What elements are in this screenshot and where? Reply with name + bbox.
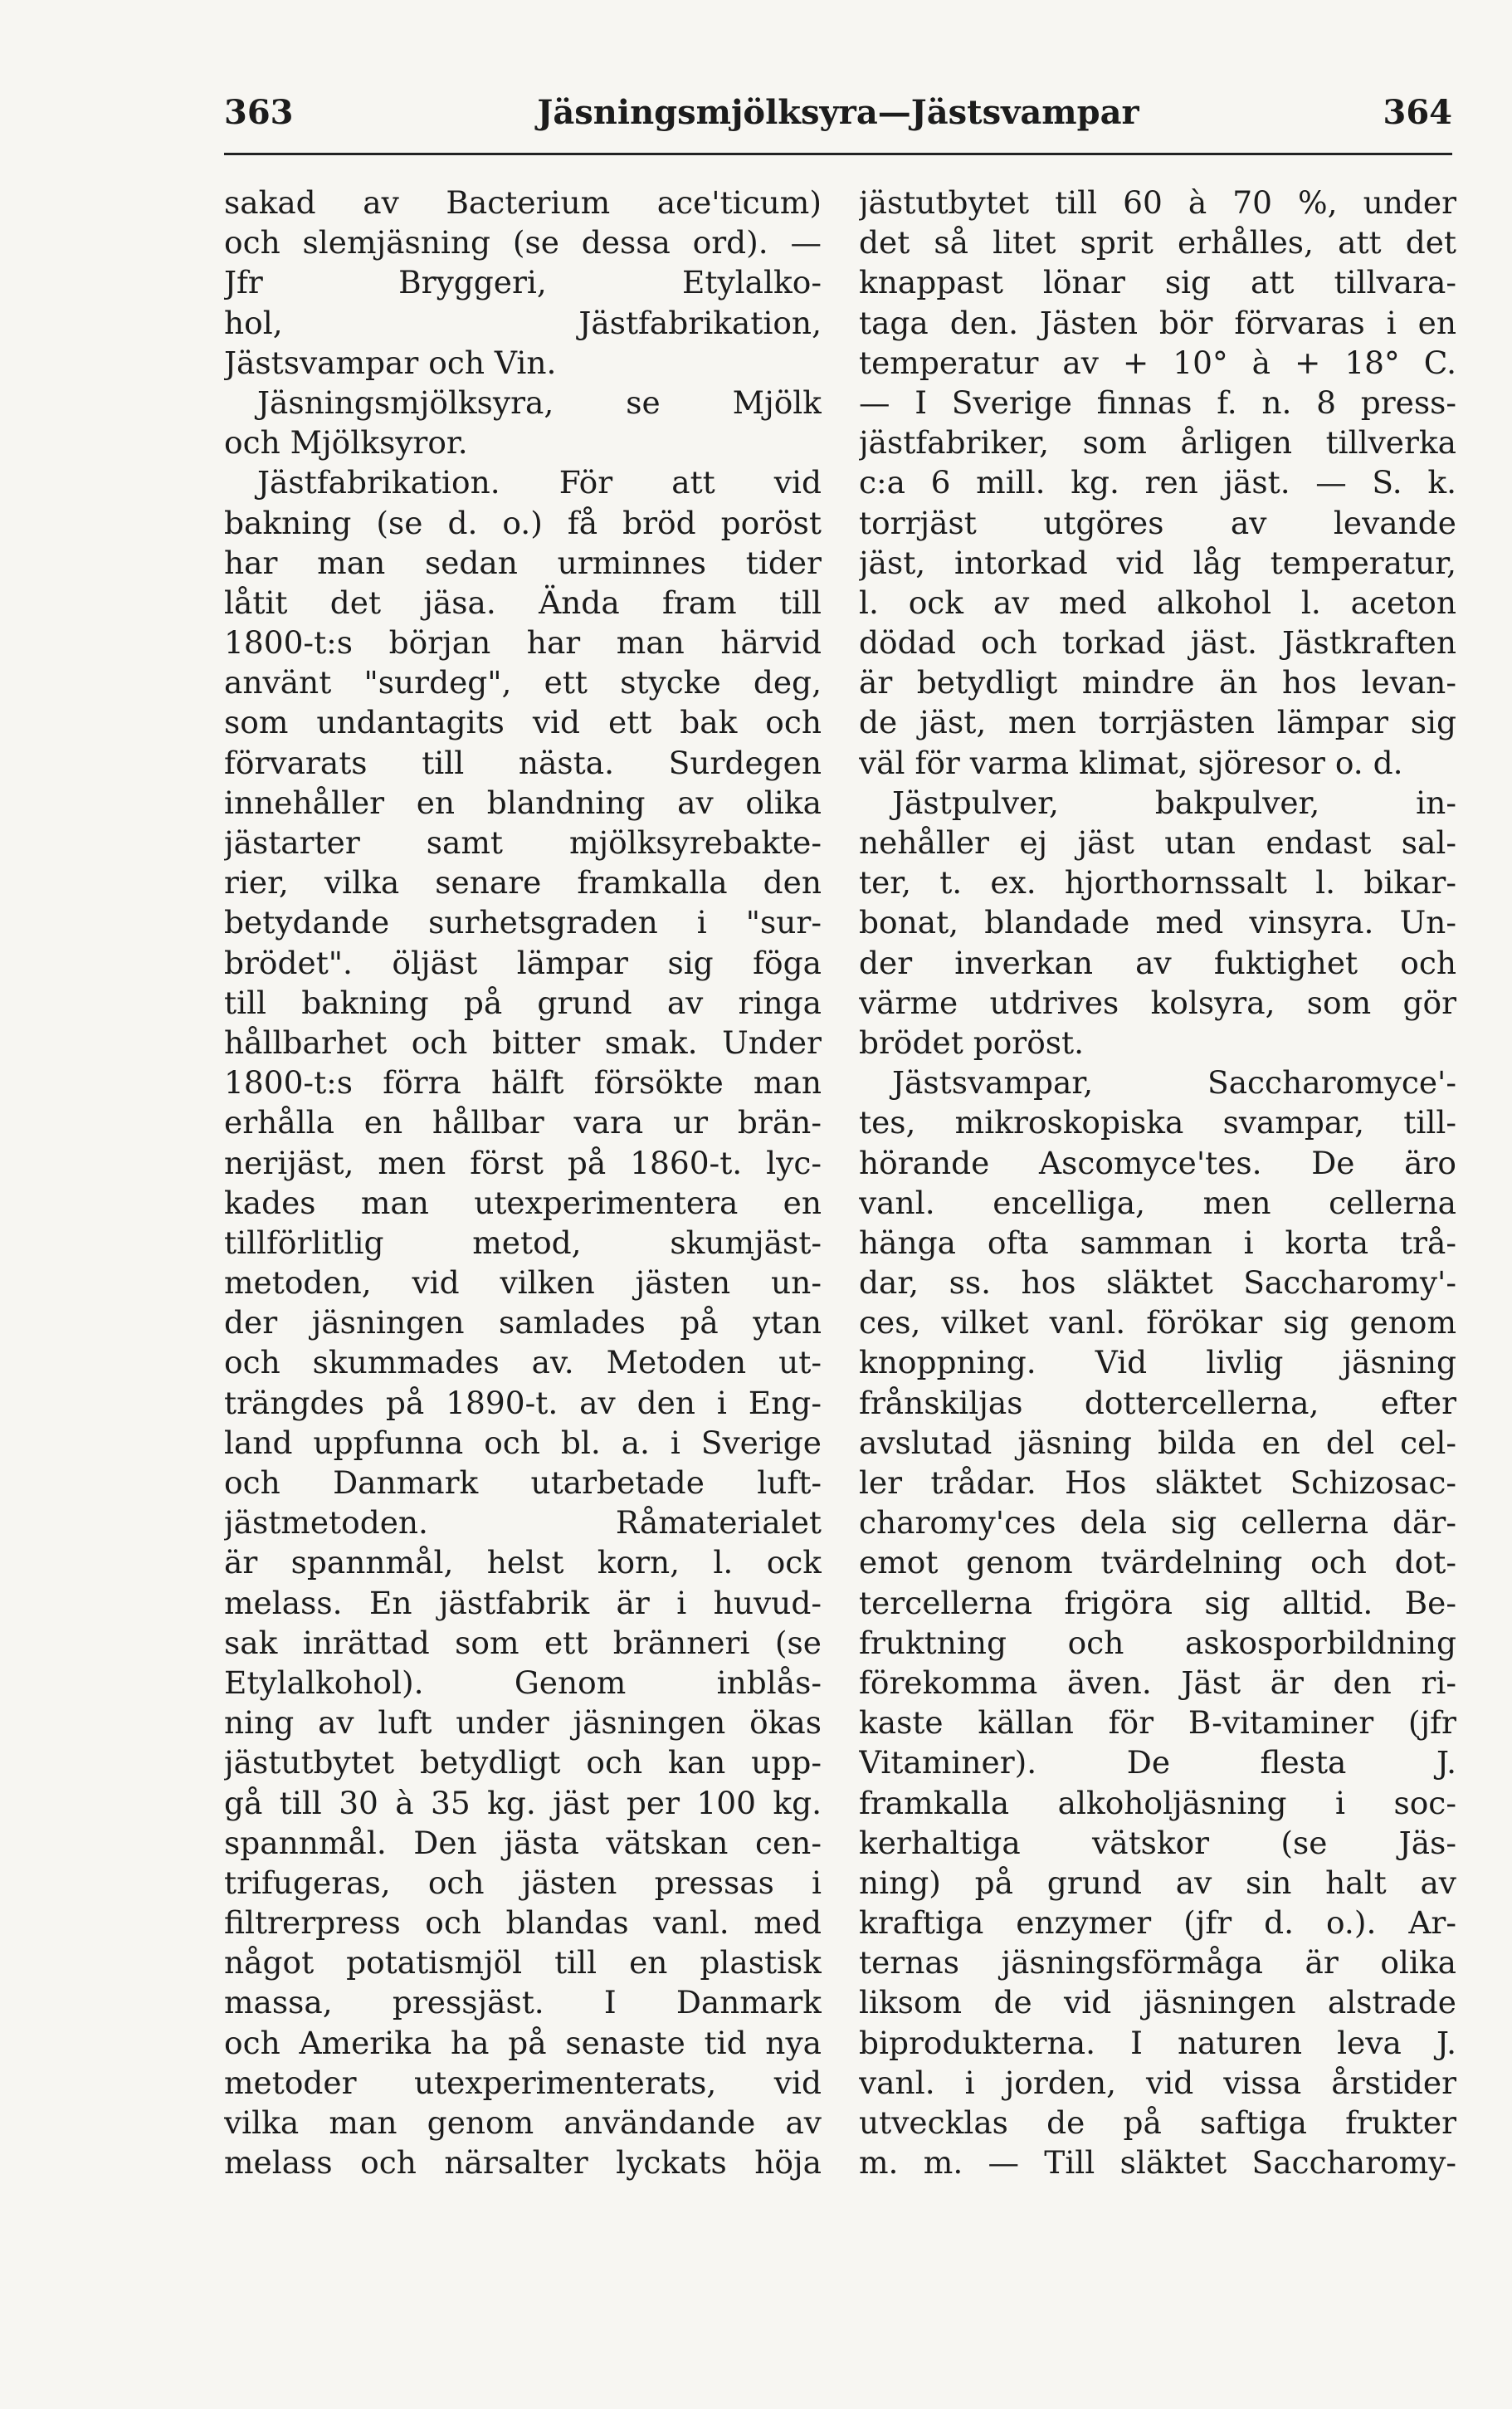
text-line: värme utdrives kolsyra, som gör <box>859 984 1456 1021</box>
text-line: till bakning på grund av ringa <box>224 984 822 1021</box>
text-line: tillförlitlig metod, skumjäst- <box>224 1224 822 1261</box>
text-line: torrjäst utgöres av levande <box>859 504 1456 541</box>
text-line: de jäst, men torrjästen lämpar sig <box>859 704 1456 741</box>
text-line: framkalla alkoholjäsning i soc- <box>859 1784 1456 1821</box>
text-line: är spannmål, helst korn, l. ock <box>224 1544 822 1581</box>
text-line: melass. En jästfabrik är i huvud- <box>224 1584 822 1621</box>
text-line: temperatur av + 10° à + 18° C. <box>859 344 1456 381</box>
text-line: gå till 30 à 35 kg. jäst per 100 kg. <box>224 1784 822 1821</box>
text-line: sak inrättad som ett bränneri (se <box>224 1624 822 1661</box>
text-line: hol, Jästfabrikation, <box>224 304 822 341</box>
text-line: l. ock av med alkohol l. aceton <box>859 584 1456 621</box>
text-line: det så litet sprit erhålles, att det <box>859 224 1456 261</box>
text-line: rier, vilka senare framkalla den <box>224 864 822 902</box>
text-line: hänga ofta samman i korta trå- <box>859 1224 1456 1261</box>
text-line: utvecklas de på saftiga frukter <box>859 2104 1456 2141</box>
text-line: ning av luft under jäsningen ökas <box>224 1704 822 1742</box>
text-line: vanl. i jorden, vid vissa årstider <box>859 2064 1456 2101</box>
text-line: innehåller en blandning av olika <box>224 784 822 821</box>
text-line: bakning (se d. o.) få bröd poröst <box>224 504 822 541</box>
text-line: liksom de vid jäsningen alstrade <box>859 1984 1456 2021</box>
running-title: Jäsningsmjölksyra—Jästsvampar <box>537 93 1139 132</box>
text-line: — I Sverige finnas f. n. 8 press- <box>859 384 1456 421</box>
text-line: dar, ss. hos släktet Saccharomy'- <box>859 1264 1456 1302</box>
text-line: massa, pressjäst. I Danmark <box>224 1984 822 2021</box>
text-line: något potatismjöl till en plastisk <box>224 1944 822 1981</box>
text-line: förvarats till nästa. Surdegen <box>224 744 822 781</box>
page-header <box>224 93 1452 151</box>
text-line: der jäsningen samlades på ytan <box>224 1304 822 1341</box>
text-line: emot genom tvärdelning och dot- <box>859 1544 1456 1581</box>
text-line: nehåller ej jäst utan endast sal- <box>859 824 1456 861</box>
text-line: knoppning. Vid livlig jäsning <box>859 1344 1456 1381</box>
text-line: Jästfabrikation. För att vid <box>257 464 822 501</box>
text-line: nerijäst, men först på 1860-t. lyc- <box>224 1144 822 1181</box>
text-line: c:a 6 mill. kg. ren jäst. — S. k. <box>859 464 1456 501</box>
text-line: använt "surdeg", ett stycke deg, <box>224 664 822 701</box>
text-line: trifugeras, och jästen pressas i <box>224 1864 822 1901</box>
text-line: metoden, vid vilken jästen un- <box>224 1264 822 1302</box>
text-line: 1800-t:s förra hälft försökte man <box>224 1064 822 1102</box>
text-line: Vitaminer). De flesta J. <box>859 1744 1456 1781</box>
text-line: der inverkan av fuktighet och <box>859 944 1456 981</box>
text-line: melass och närsalter lyckats höja <box>224 2144 822 2182</box>
text-line: ces, vilket vanl. förökar sig genom <box>859 1304 1456 1341</box>
text-line: hörande Ascomyce'tes. De äro <box>859 1144 1456 1181</box>
text-line: betydande surhetsgraden i "sur- <box>224 904 822 941</box>
text-line: vilka man genom användande av <box>224 2104 822 2141</box>
text-line: kerhaltiga vätskor (se Jäs- <box>859 1824 1456 1861</box>
text-line: är betydligt mindre än hos levan- <box>859 664 1456 701</box>
text-line: avslutad jäsning bilda en del cel- <box>859 1424 1456 1461</box>
text-line: Jästsvampar och Vin. <box>224 344 557 381</box>
text-line: sakad av Bacterium ace'ticum) <box>224 184 822 221</box>
text-line: och Danmark utarbetade luft- <box>224 1464 822 1501</box>
page-number-left: 363 <box>224 93 294 132</box>
right-column <box>859 183 1456 2182</box>
text-line: jästmetoden. Råmaterialet <box>224 1504 822 1542</box>
text-line: Jästsvampar, Saccharomyce'- <box>892 1064 1456 1102</box>
text-line: och Amerika ha på senaste tid nya <box>224 2024 822 2061</box>
text-line: frånskiljas dottercellerna, efter <box>859 1384 1456 1421</box>
text-line: kades man utexperimentera en <box>224 1184 822 1221</box>
text-line: biprodukterna. I naturen leva J. <box>859 2024 1456 2061</box>
text-line: brödet poröst. <box>859 1024 1085 1061</box>
left-column <box>224 183 822 2182</box>
text-line: och slemjäsning (se dessa ord). — <box>224 224 822 261</box>
text-line: kaste källan för B-vitaminer (jfr <box>859 1704 1456 1742</box>
text-line: erhålla en hållbar vara ur brän- <box>224 1104 822 1141</box>
text-line: taga den. Jästen bör förvaras i en <box>859 304 1456 341</box>
text-line: väl för varma klimat, sjöresor o. d. <box>859 744 1403 781</box>
text-line: ternas jäsningsförmåga är olika <box>859 1944 1456 1981</box>
text-line: spannmål. Den jästa vätskan cen- <box>224 1824 822 1861</box>
text-line: charomy'ces dela sig cellerna där- <box>859 1504 1456 1542</box>
text-line: land uppfunna och bl. a. i Sverige <box>224 1424 822 1461</box>
text-line: 1800-t:s början har man härvid <box>224 624 822 662</box>
text-line: Jästpulver, bakpulver, in- <box>892 784 1456 821</box>
header-rule <box>224 153 1452 155</box>
text-line: tes, mikroskopiska svampar, till- <box>859 1104 1456 1141</box>
text-line: filtrerpress och blandas vanl. med <box>224 1904 822 1942</box>
page-number-right: 364 <box>1383 93 1452 132</box>
text-line: Jfr Bryggeri, Etylalko- <box>224 264 822 301</box>
text-line: låtit det jäsa. Ända fram till <box>224 584 822 621</box>
text-line: jästarter samt mjölksyrebakte- <box>224 824 822 861</box>
text-line: jästutbytet till 60 à 70 %, under <box>859 184 1456 221</box>
text-line: metoder utexperimenterats, vid <box>224 2064 822 2101</box>
text-line: Etylalkohol). Genom inblås- <box>224 1664 822 1701</box>
text-line: hållbarhet och bitter smak. Under <box>224 1024 822 1061</box>
text-line: knappast lönar sig att tillvara- <box>859 264 1456 301</box>
text-line: bonat, blandade med vinsyra. Un- <box>859 904 1456 941</box>
text-line: vanl. encelliga, men cellerna <box>859 1184 1456 1221</box>
text-line: och skummades av. Metoden ut- <box>224 1344 822 1381</box>
text-line: och Mjölksyror. <box>224 424 468 462</box>
text-line: fruktning och askosporbildning <box>859 1624 1456 1661</box>
text-line: brödet". öljäst lämpar sig föga <box>224 944 822 981</box>
text-line: som undantagits vid ett bak och <box>224 704 822 741</box>
text-line: trängdes på 1890-t. av den i Eng- <box>224 1384 822 1421</box>
text-line: ler trådar. Hos släktet Schizosac- <box>859 1464 1456 1501</box>
text-line: m. m. — Till släktet Saccharomy- <box>859 2144 1456 2182</box>
text-line: ter, t. ex. hjorthornssalt l. bikar- <box>859 864 1456 902</box>
text-line: tercellerna frigöra sig alltid. Be- <box>859 1584 1456 1621</box>
text-line: jästutbytet betydligt och kan upp- <box>224 1744 822 1781</box>
text-line: kraftiga enzymer (jfr d. o.). Ar- <box>859 1904 1456 1942</box>
text-line: Jäsningsmjölksyra, se Mjölk <box>257 384 822 421</box>
text-line: har man sedan urminnes tider <box>224 544 822 581</box>
text-line: jäst, intorkad vid låg temperatur, <box>859 544 1456 581</box>
text-line: jästfabriker, som årligen tillverka <box>859 424 1456 462</box>
text-line: ning) på grund av sin halt av <box>859 1864 1456 1901</box>
text-line: dödad och torkad jäst. Jästkraften <box>859 624 1456 662</box>
text-line: förekomma även. Jäst är den ri- <box>859 1664 1456 1701</box>
